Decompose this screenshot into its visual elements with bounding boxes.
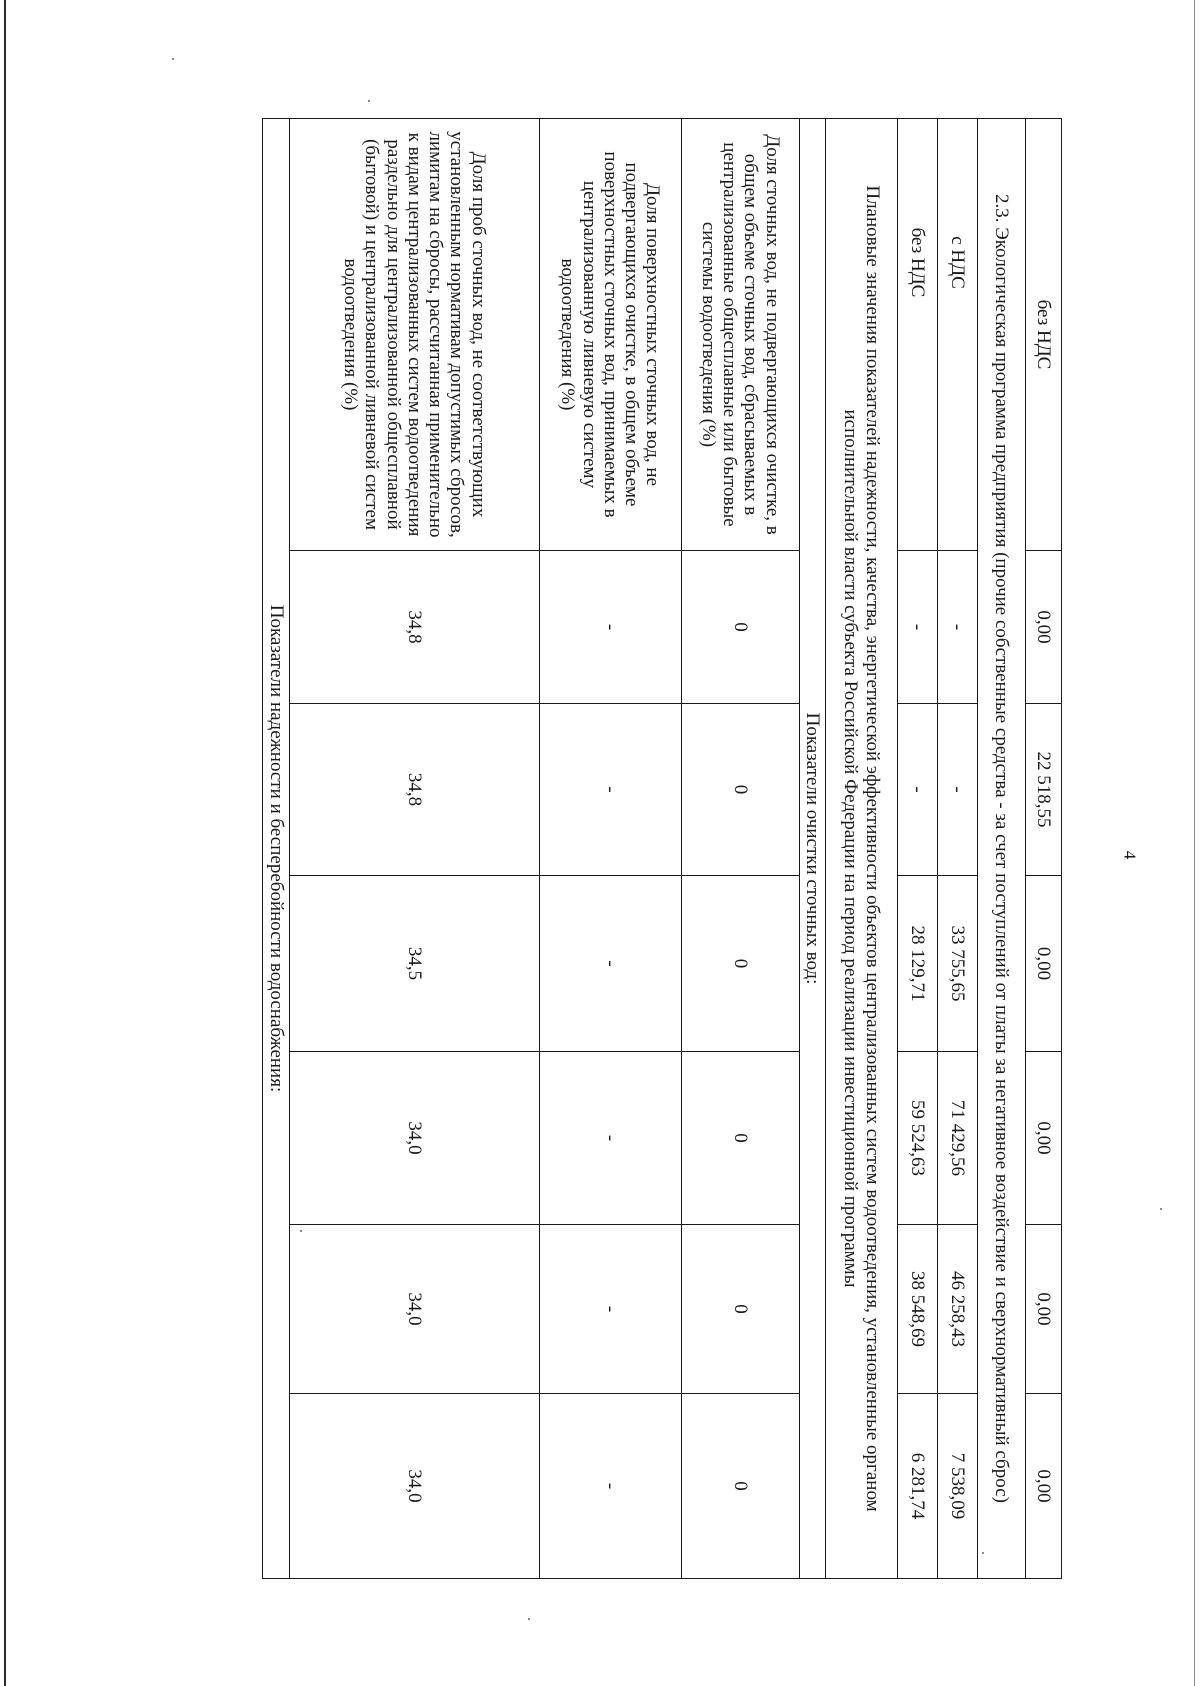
value-cell: - bbox=[539, 1394, 681, 1579]
value-cell: 46 258,43 bbox=[938, 1225, 978, 1394]
value-cell: 7 538,09 bbox=[938, 1394, 978, 1579]
scan-left-edge bbox=[4, 0, 6, 1686]
row-label: Доля поверхностных сточных вод, не подвергающихся очистке, в общем объеме поверхностных сточных вод, принимаемых в централизованную ливневую систему водоотведения (%) bbox=[539, 119, 681, 551]
value-cell: 34,8 bbox=[289, 704, 539, 876]
value-cell: 0 bbox=[681, 551, 799, 704]
value-cell: 0 bbox=[681, 1225, 799, 1394]
section-title: Показатели очистки сточных вод: bbox=[799, 119, 825, 1579]
scan-speck bbox=[528, 1618, 530, 1620]
value-cell: 59 524,63 bbox=[898, 1052, 938, 1225]
value-cell: 0,00 bbox=[1026, 1394, 1062, 1579]
section-title: 2.3. Экологическая программа предприятия (прочие собственные средства - за счет поступлений от платы за негативное воздействие и сверхнормативный сброс) bbox=[978, 119, 1026, 1579]
scan-speck bbox=[172, 58, 174, 60]
value-cell: - bbox=[898, 551, 938, 704]
value-cell: 0,00 bbox=[1026, 1225, 1062, 1394]
page-number: 4 bbox=[1120, 850, 1140, 860]
row-label: Доля сточных вод, не подвергающихся очистке, в общем объеме сточных вод, сбрасываемых в централизованные общесплавные или бытовые системы водоотведения (%) bbox=[681, 119, 799, 551]
value-cell: 38 548,69 bbox=[898, 1225, 938, 1394]
value-cell: - bbox=[938, 704, 978, 876]
scan-speck bbox=[368, 100, 370, 102]
scan-speck bbox=[300, 1230, 302, 1232]
value-cell: - bbox=[539, 876, 681, 1052]
table-section-row bbox=[799, 119, 825, 1579]
table-section-row bbox=[978, 119, 1026, 1579]
value-cell: 33 755,65 bbox=[938, 876, 978, 1052]
table-section-row bbox=[826, 119, 898, 1579]
row-label: Доля проб сточных вод, не соответствующих установленным нормативам допустимых сбросов, лимитам на сбросы, рассчитанная применительно к видам централизованных систем водоотведения раздельно для централизованной общесплавной (бытовой) и централизованной ливневой систем водоотведения (%) bbox=[289, 119, 539, 551]
value-cell: - bbox=[898, 704, 938, 876]
table-row bbox=[539, 119, 681, 1579]
value-cell: 6 281,74 bbox=[898, 1394, 938, 1579]
table-row bbox=[1026, 119, 1062, 1579]
value-cell: 0,00 bbox=[1026, 876, 1062, 1052]
section-title: Показатели надежности и бесперебойности водоснабжения: bbox=[263, 119, 289, 1579]
value-cell: - bbox=[539, 1225, 681, 1394]
scan-speck bbox=[982, 1552, 984, 1554]
value-cell: - bbox=[938, 551, 978, 704]
value-cell: 22 518,55 bbox=[1026, 704, 1062, 876]
investment-program-table bbox=[262, 118, 1062, 1579]
value-cell: 34,0 bbox=[289, 1225, 539, 1394]
value-cell: 0,00 bbox=[1026, 551, 1062, 704]
value-cell: 28 129,71 bbox=[898, 876, 938, 1052]
row-label: с НДС bbox=[938, 119, 978, 551]
rotated-page-content bbox=[140, 118, 1062, 1578]
value-cell: 34,8 bbox=[289, 551, 539, 704]
value-cell: 34,0 bbox=[289, 1394, 539, 1579]
value-cell: - bbox=[539, 551, 681, 704]
table-row bbox=[681, 119, 799, 1579]
value-cell: 34,5 bbox=[289, 876, 539, 1052]
value-cell: 0 bbox=[681, 1394, 799, 1579]
scan-right-edge bbox=[1194, 0, 1195, 1686]
row-label: без НДС bbox=[898, 119, 938, 551]
value-cell: 0 bbox=[681, 704, 799, 876]
value-cell: 0 bbox=[681, 876, 799, 1052]
table-row bbox=[938, 119, 978, 1579]
value-cell: 0 bbox=[681, 1052, 799, 1225]
value-cell: 0,00 bbox=[1026, 1052, 1062, 1225]
table-row bbox=[898, 119, 938, 1579]
value-cell: 71 429,56 bbox=[938, 1052, 978, 1225]
table-row bbox=[289, 119, 539, 1579]
row-label: без НДС bbox=[1026, 119, 1062, 551]
value-cell: - bbox=[539, 1052, 681, 1225]
scan-speck bbox=[1160, 1208, 1162, 1210]
value-cell: - bbox=[539, 704, 681, 876]
value-cell: 34,0 bbox=[289, 1052, 539, 1225]
section-title: Плановые значения показателей надежности, качества, энергетической эффективности объектов централизованных систем водоотведения, установленные органом исполнительной власти субъекта Российской Федерации на период реализации инвестиционной программы bbox=[826, 119, 898, 1579]
table-section-row bbox=[263, 119, 289, 1579]
